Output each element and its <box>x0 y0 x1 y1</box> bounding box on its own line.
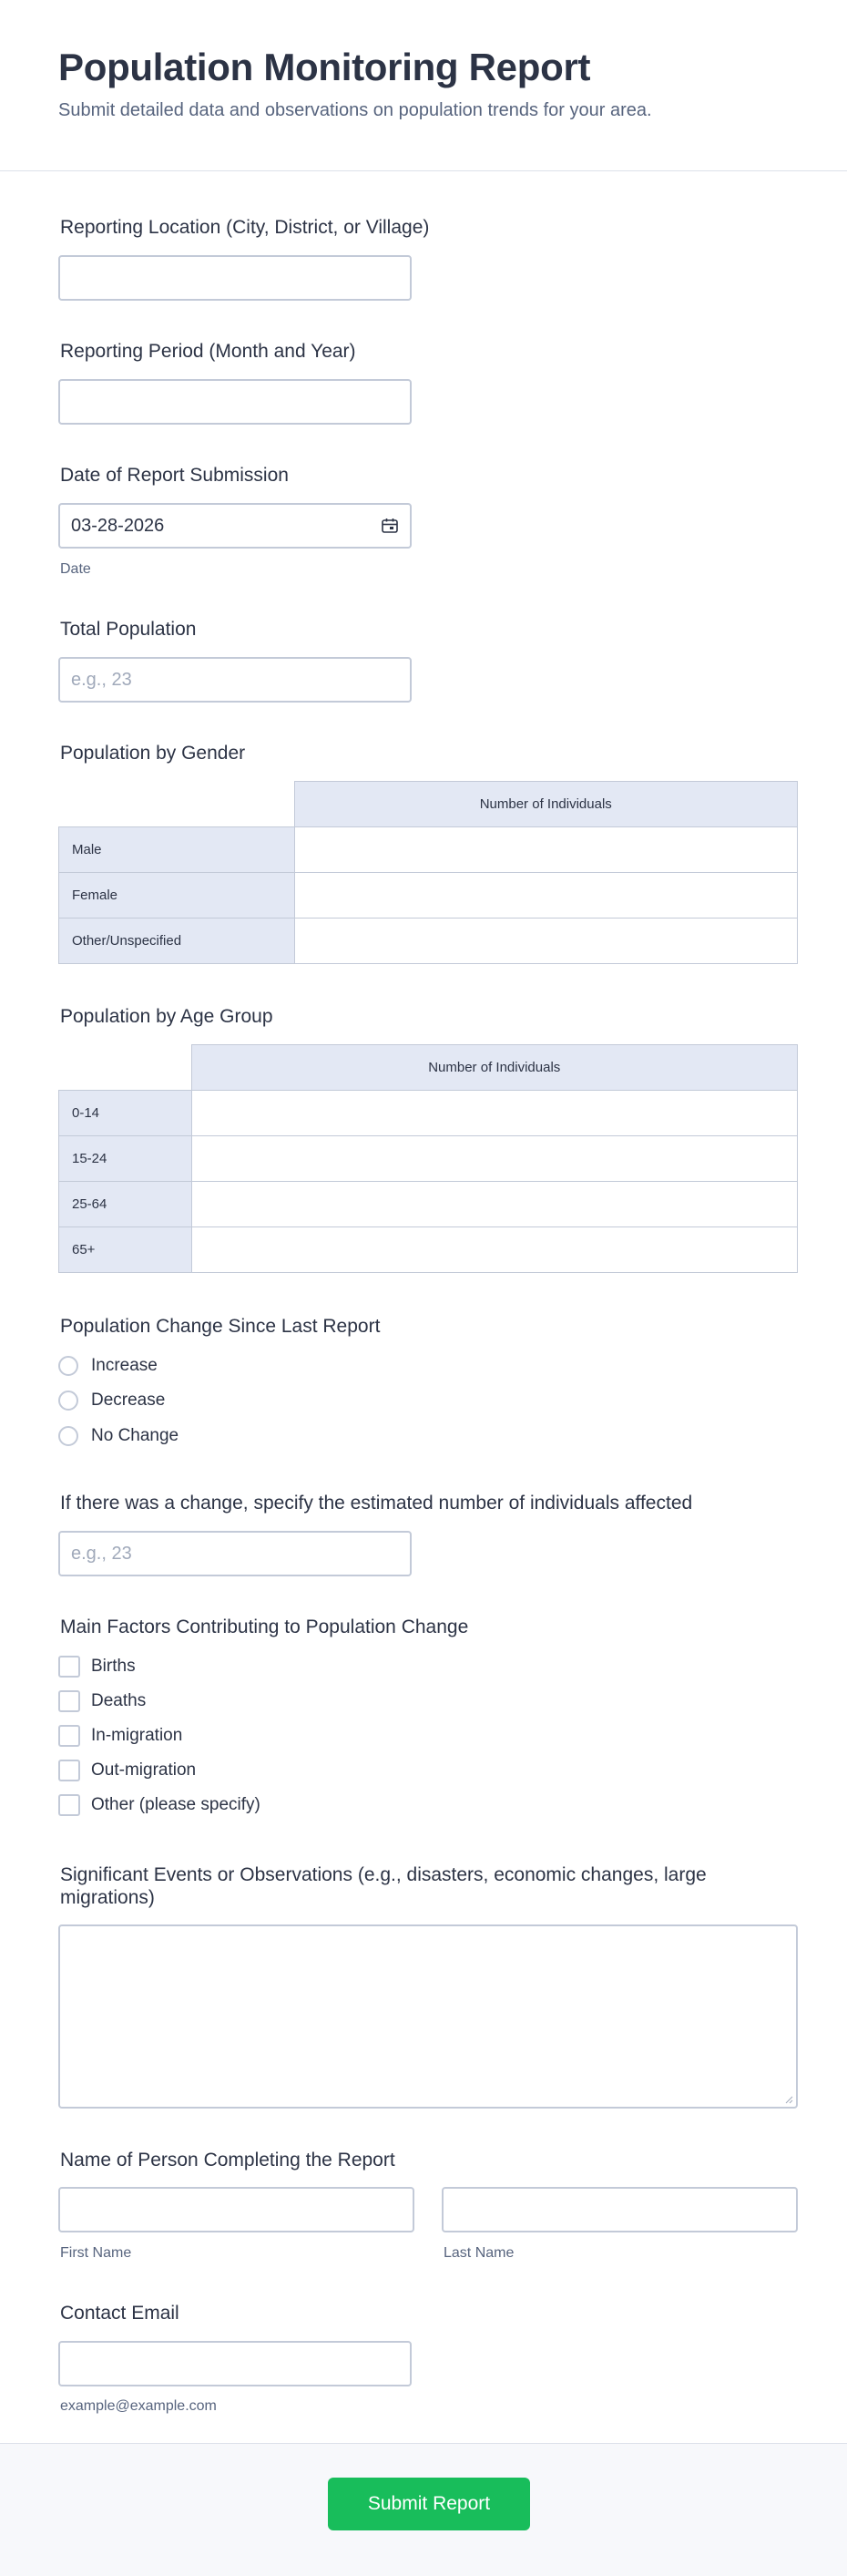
submission-date-sublabel: Date <box>60 561 91 577</box>
submission-date-input[interactable] <box>58 503 412 549</box>
submission-date-value: 03-28-2026 <box>71 515 165 536</box>
age-15-24-cell-input[interactable] <box>191 1136 798 1182</box>
footer-divider <box>0 2443 847 2444</box>
total-population-placeholder: e.g., 23 <box>71 669 132 690</box>
checkbox-option-label: Other (please specify) <box>91 1795 260 1814</box>
first-name-input[interactable] <box>58 2187 414 2232</box>
gender-row-label: Other/Unspecified <box>59 919 295 964</box>
checkbox-option-label: In-migration <box>91 1726 183 1745</box>
change-option-no-change[interactable] <box>58 1426 179 1446</box>
age-65-plus-cell-input[interactable] <box>191 1227 798 1273</box>
gender-male-cell-input[interactable] <box>294 827 798 873</box>
checkbox-option-label: Out-migration <box>91 1760 197 1780</box>
header-divider <box>0 170 847 171</box>
total-population-input[interactable] <box>58 657 412 703</box>
email-sublabel: example@example.com <box>60 2398 217 2414</box>
period-label: Reporting Period (Month and Year) <box>60 341 356 362</box>
radio-option-label: Increase <box>91 1356 158 1375</box>
location-input[interactable] <box>58 255 412 301</box>
checkbox[interactable] <box>58 1690 80 1712</box>
total-population-label: Total Population <box>60 619 197 640</box>
checkbox-option-label: Deaths <box>91 1691 147 1710</box>
change-option-increase[interactable] <box>58 1356 158 1376</box>
age-label: Population by Age Group <box>60 1006 273 1027</box>
gender-row-label: Male <box>59 827 295 873</box>
change-option-decrease[interactable] <box>58 1391 165 1411</box>
table-row <box>59 873 798 919</box>
checkbox[interactable] <box>58 1760 80 1781</box>
gender-other-cell-input[interactable] <box>294 919 798 964</box>
period-input[interactable] <box>58 379 412 425</box>
table-row <box>59 827 798 873</box>
radio-button[interactable] <box>58 1391 78 1411</box>
events-label-line1: Significant Events or Observations (e.g., disasters, economic changes, large <box>60 1864 707 1885</box>
table-row <box>59 919 798 964</box>
table-row <box>59 1227 798 1273</box>
gender-row-label: Female <box>59 873 295 919</box>
table-row <box>59 1091 798 1136</box>
checkbox[interactable] <box>58 1656 80 1678</box>
name-label: Name of Person Completing the Report <box>60 2150 395 2171</box>
radio-option-label: No Change <box>91 1426 179 1445</box>
factors-label: Main Factors Contributing to Population Change <box>60 1616 469 1637</box>
gender-column-header: Number of Individuals <box>294 782 798 827</box>
events-textarea[interactable] <box>58 1924 798 2109</box>
factor-option-other[interactable] <box>58 1794 260 1816</box>
first-name-sublabel: First Name <box>60 2245 132 2261</box>
gender-label: Population by Gender <box>60 743 246 764</box>
age-25-64-cell-input[interactable] <box>191 1182 798 1227</box>
resize-handle-icon[interactable] <box>784 2095 793 2104</box>
table-row <box>59 1182 798 1227</box>
page-subtitle: Submit detailed data and observations on population trends for your area. <box>58 100 652 120</box>
radio-option-label: Decrease <box>91 1391 166 1410</box>
last-name-input[interactable] <box>442 2187 798 2232</box>
factor-option-deaths[interactable] <box>58 1690 146 1712</box>
factor-option-births[interactable] <box>58 1656 136 1678</box>
age-column-header: Number of Individuals <box>191 1045 798 1091</box>
gender-matrix <box>58 781 798 964</box>
radio-button[interactable] <box>58 1426 78 1446</box>
submit-button[interactable]: Submit Report <box>328 2478 530 2530</box>
age-row-label: 25-64 <box>59 1182 192 1227</box>
age-matrix <box>58 1044 798 1273</box>
events-label-line2: migrations) <box>60 1887 155 1908</box>
calendar-icon[interactable] <box>381 517 399 535</box>
checkbox[interactable] <box>58 1794 80 1816</box>
affected-label: If there was a change, specify the estimated number of individuals affected <box>60 1493 693 1514</box>
radio-button[interactable] <box>58 1356 78 1376</box>
factor-option-in-migration[interactable] <box>58 1725 182 1747</box>
age-row-label: 0-14 <box>59 1091 192 1136</box>
checkbox-option-label: Births <box>91 1657 136 1676</box>
email-label: Contact Email <box>60 2303 179 2324</box>
submission-date-label: Date of Report Submission <box>60 465 289 486</box>
age-row-label: 15-24 <box>59 1136 192 1182</box>
page-title: Population Monitoring Report <box>58 46 591 88</box>
age-0-14-cell-input[interactable] <box>191 1091 798 1136</box>
affected-placeholder: e.g., 23 <box>71 1543 132 1564</box>
last-name-sublabel: Last Name <box>444 2245 515 2261</box>
table-row <box>59 1136 798 1182</box>
change-label: Population Change Since Last Report <box>60 1316 381 1337</box>
email-input[interactable] <box>58 2341 412 2386</box>
gender-female-cell-input[interactable] <box>294 873 798 919</box>
checkbox[interactable] <box>58 1725 80 1747</box>
factor-option-out-migration[interactable] <box>58 1760 196 1781</box>
affected-input[interactable] <box>58 1531 412 1576</box>
location-label: Reporting Location (City, District, or Village) <box>60 217 430 238</box>
age-row-label: 65+ <box>59 1227 192 1273</box>
